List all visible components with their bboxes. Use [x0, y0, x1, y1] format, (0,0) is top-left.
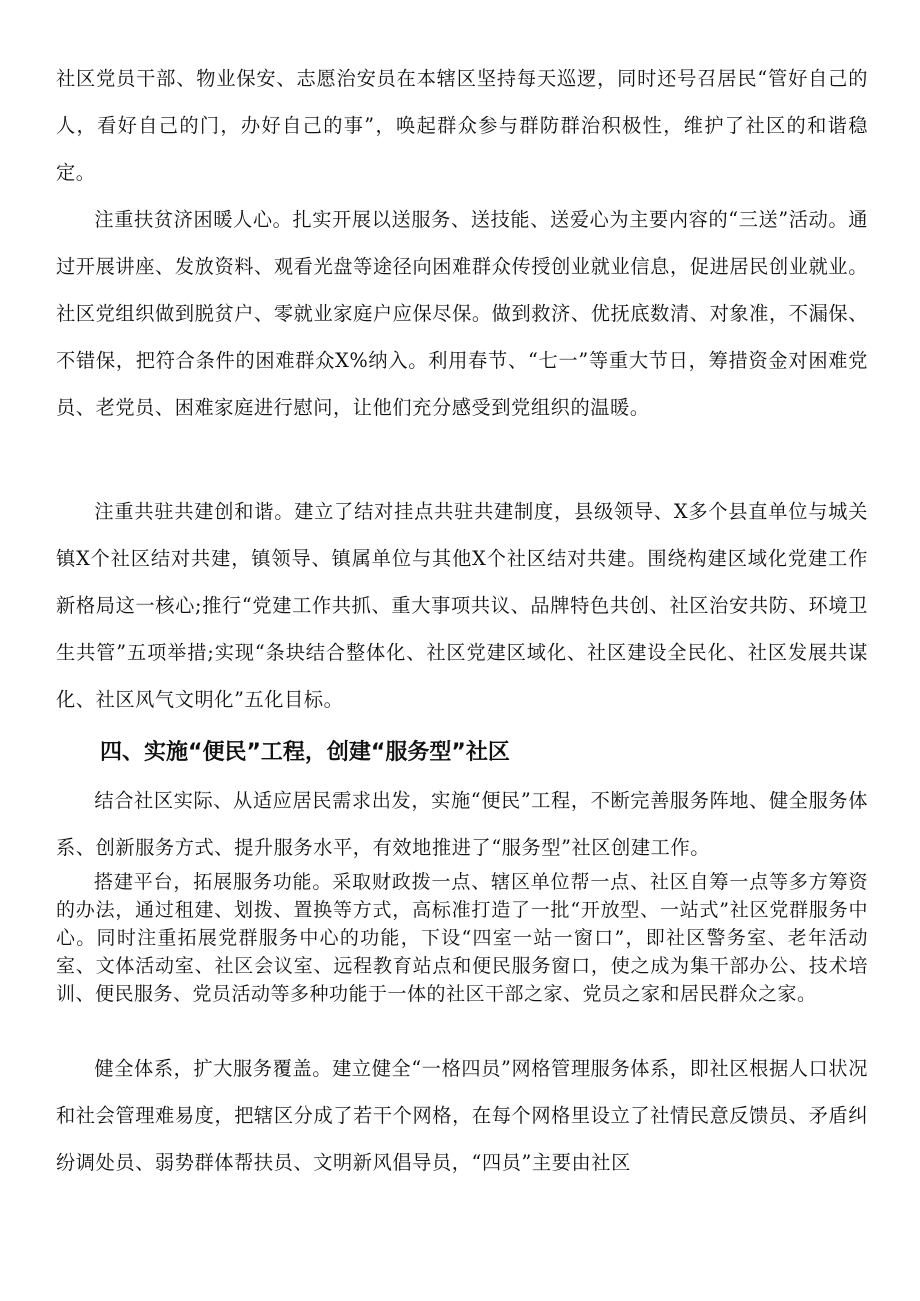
paragraph-improve-system: 健全体系，扩大服务覆盖。建立健全“一格四员”网格管理服务体系，即社区根据人口状况和社会管理难易度，把辖区分成了若干个网格，在每个网格里设立了社情民意反馈员、矛盾纠纷调处员、弱势群体帮扶员、文明新风倡导员，“四员”主要由社区	[56, 1057, 868, 1174]
section-heading-4: 四、实施“便民”工程，创建“服务型”社区	[100, 740, 510, 765]
paragraph-build-platform: 搭建平台，拓展服务功能。采取财政拨一点、辖区单位帮一点、社区自筹一点等多方筹资的办法，通过租建、划拨、置换等方式，高标准打造了一批“开放型、一站式”社区党群服务中心。同时注重拓展党群服务中心的功能，下设“四室一站一窗口”，即社区警务室、老年活动室、文体活动室、社区会议室、远程教育站点和便民服务窗口，使之成为集干部办公、技术培训、便民服务、党员活动等多种功能于一体的社区干部之家、党员之家和居民群众之家。	[56, 871, 868, 1005]
paragraph-poverty-relief: 注重扶贫济困暖人心。扎实开展以送服务、送技能、送爱心为主要内容的“三送”活动。通过开展讲座、发放资料、观看光盘等途径向困难群众传授创业就业信息，促进居民创业就业。社区党组织做到脱贫户、零就业家庭户应保尽保。做到救济、优抚底数清、对象准，不漏保、不错保，把符合条件的困难群众X%纳入。利用春节、“七一”等重大节日，筹措资金对困难党员、老党员、困难家庭进行慰问，让他们充分感受到党组织的温暖。	[56, 208, 868, 419]
paragraph-service-project-intro: 结合社区实际、从适应居民需求出发，实施“便民”工程，不断完善服务阵地、健全服务体系、创新服务方式、提升服务水平，有效地推进了“服务型”社区创建工作。	[56, 789, 868, 859]
paragraph-public-security-continued: 社区党员干部、物业保安、志愿治安员在本辖区坚持每天巡逻，同时还号召居民“管好自己的人，看好自己的门，办好自己的事”，唤起群众参与群防群治积极性，维护了社区的和谐稳定。	[56, 67, 868, 184]
paragraph-co-construction: 注重共驻共建创和谐。建立了结对挂点共驻共建制度，县级领导、X多个县直单位与城关镇X个社区结对共建，镇领导、镇属单位与其他X个社区结对共建。围绕构建区域化党建工作新格局这一核心;推行“党建工作共抓、重大事项共议、品牌特色共创、社区治安共防、环境卫生共管”五项举措;实现“条块结合整体化、社区党建区域化、社区建设全民化、社区发展共谋化、社区风气文明化”五化目标。	[56, 500, 868, 711]
